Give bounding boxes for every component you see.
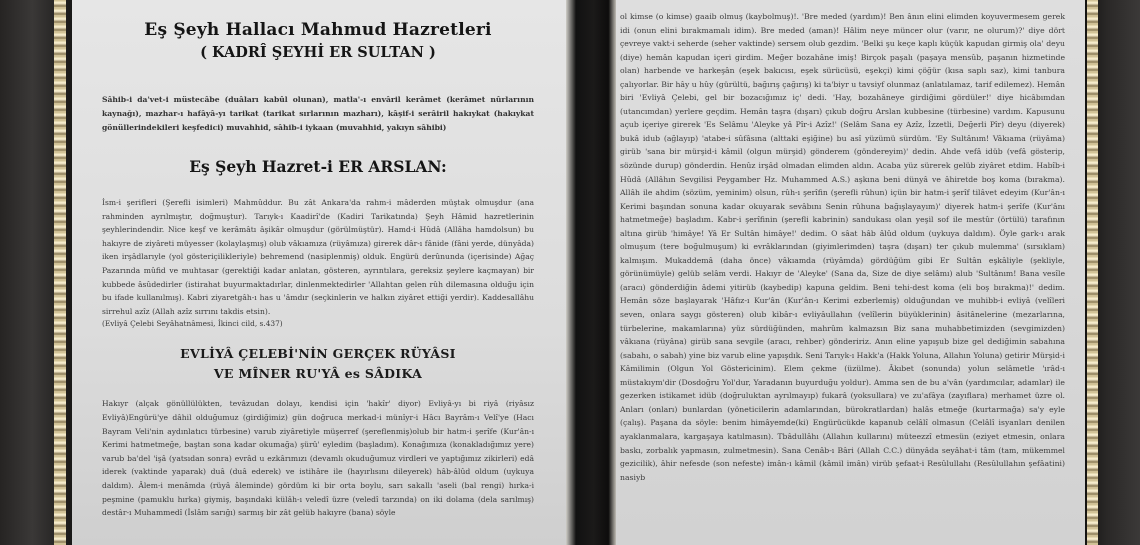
frame-center-gap	[566, 0, 616, 545]
bead-border-right	[1087, 0, 1098, 545]
section-2-title-line-2: VE MÎNER RU'YÂ es SÂDIKA	[213, 366, 423, 382]
page-title: Eş Şeyh Hallacı Mahmud Hazretleri	[144, 20, 492, 40]
page-subtitle: ( KADRÎ ŞEYHİ ER SULTAN )	[200, 44, 436, 61]
intro-paragraph: Sâhib-i da'vet-i müstecâbe (duâları kabûl olunan), matla'-ı envâril kerâmet (kerâmet nûrlarının kaynağı), mazhar-ı hafâyâ-yı tarikat (tarikat sırlarının mazharı), kâşif-i serâiril hakıykat (hakıykat gönüllerindekileri keşfedici) muvahhid, sâhib-i iykaan (muvahhid, yakıyn sâhibi)	[102, 95, 534, 132]
section-title: Eş Şeyh Hazret-i ER ARSLAN:	[189, 157, 447, 176]
body-paragraph-right: ol kimse (o kimse) gaaib olmuş (kaybolmuş)!. 'Bre meded (yardım)! Ben ânın elini elimden koyuvermesem gerek idi (onun elini bırakmamalı idim). Bre meded (aman)! Hâlim neye müncer olur (varır, ne olurum)?' diye dört çevreye vakt-i seherde (seher vaktinde) sersem olub gezdim. 'Belki şu keçe kaplı küçük kapudan girmiş ola' deyu (diye) hemân kapudan içeri girdim. Meğer bozahâne imiş! Birçok paşalı (paşaya mensûb, paşanın hizmetinde olan) harbende ve harkeşân (eşek bakıcısı, eşek sürücüsü, eşekçi) kimi çöğür (kısa saplı saz), kimi tanbura çalıyorlar. Bir hây u hûy (gürültü, bağırış çağırış) ki ta'biyr u tavsiyf olunmaz (anlatılamaz, tarif edilemez). Hemân biri 'Evliyâ Çelebi, gel bir bozacığımız iç' dedi. 'Hay, bozahâneye girdiğimi gördüler!' diye hicâbımdan (utancımdan) yerlere geçdim. Hemân taşra (dışarı) çıkub doğru Arslan kubbesine (türbesine) vardım. Kapusunu açub içeriye girerek 'Es Selâmu 'Aleyke yâ Pîr-i Azîz!' (Selâm Sana ey Azîz, İzzetli, Değerli Pîr) deyu (diyerek) bukâ idub (ağlayıp) 'atabe-i sûfâsına (alttaki eşiğine) bu asî yüzümü sürdüm. 'Ey Sultânım! Vâkıama (rüyâma) girüb 'sana bir mürşid-i kâmil (olgun mürşid) gönderem (göndereyim)' dedin. Ahde vefâ idüb (vefâ gösterip, sözünde durup) gönderdin. Henûz irşâd olmadan elimden aldın. Acaba yüz sürerek gelüb ziyâret etdim. Habîb-i Hûdâ (Allâhın Sevgilisi Peygamber Hz. Muhammed A.S.) aşkına beni dünyâ ve âhiretde boş koma (bırakma). Allâh ile ahdim (sözüm, yeminim) olsun, rûh-ı şerîfin (şerefli rûhun) içün bir hatm-i şerîf tilâvet edeyim (Kur'ân-ı Kerimi başından sonuna kadar okuyarak sevâbını Senin rûhuna bağışlayayım)' diyerek hatm-i şerîfe (Kur'ânı hatmetmeğe) başladım. Kabr-i şerîfinin (şerefli kabrinin) sandukası olan yeşil sof ile mestûr (örtülü) tarafının altına girüb 'himâye! Yâ Er Sultân himâye!' dedim. O sâat hâb âlûd oldum (uykuya daldım). Öyle gark-ı arak olmuşum (tere boğulmuşum) ki evrâklarından (giyimlerimden) taşra (dışarı) ter çıkub mulemma' (sırsıklam) kalmışım. Mukaddemâ (daha önce) vâkıamda (rüyâmda) gördüğüm gibi Er Sultân eşkâliyle (şekliyle, görünümüyle) gelüb selâm verdi. Hakıyr de 'Aleyke' (Sana da, Size de diye selâmı) alub 'Sultânım! Bana vesîle (aracı) gönderdiğin âdemi yitirüb (kaybedip) kapuna geldim. Beni tehi-dest koma (eli boş bırakma)!' dedim. Hemân söze başlayarak 'Hâfız-ı Kur'ân (Kur'ân-ı Kerimi ezberlemiş) olduğundan ve muhibb-i evliyâ (velîleri seven, onlara saygı gösteren) olub kibâr-ı evliyâullahın (velîlerin büyüklerinin) âsitânelerine (mezarlarına, türbelerine, makamlarına) yüz sürdüğünden, mahrûm kalmazsın Biz sana muhabbetimizden (sevgimizden) vâkıana (rüyâna) girüb sana sevgile (aracı, rehber) göndeririz. Anın eline yapışub bize gel dediğimin sabahına (sabahı, o sabah) yine biz varub eline yapışdık. Seni Tarıyk-ı Hakk'a (Hakk Yoluna, Allahın Yoluna) getirir Mürşid-i Kâmilimin (Olgun Yol Göstericinim). Elem çekme (üzülme). Âkıbet (sonunda) yolun selâmetle 'ırâd-ı müstakıym'dir (Dosdoğru Yol'dur, Yaradanın buyurduğu yoldur). Amma sen de bu a'vân (yardımcılar, adamlar) ile gezerken istikamet idüb (doğruluktan ayrılmayıp) fukarâ (yoksullara) ve zu'afâya (zayıflara) merhamet üzre ol. Anları (onları) bunlardan (yöneticilerin adamlarından, bürokratlardan) halâs etmeğe (kurtarmağa) sa'y eyle (çalış). Paşana da söyle: benim himâyemde(ki) Engürücükde kapanub celâlî olmasun (Celâlî isyanları denilen ayaklanmalara, kargaşaya katılmasın). Tbâdullâhı (Allahın kullarını) müteezzî etmesün (eziyet etmesin, onlara baskı, zorbalık yapmasın, zulmetmesin). Sana Cenâb-ı Bâri (Allah C.C.) dünyâda seyâhat-i tâm (tam, mükemmel gezicilik), âhir nefesde (son nefeste) imân-ı kâmil (kâmil imân) virüb şefaat-i Resûlullahı (Resûlullahın şefâatini) nasiyb	[620, 12, 1065, 482]
document-page-left	[72, 0, 566, 545]
bead-border-left	[54, 0, 66, 545]
body-paragraph-1: İsm-i şerifleri (Şerefli isimleri) Mahmûddur. Bu zât Ankara'da rahm-i mâderden müştak olmuşdur (ana rahminden ayrılmıştır, doğmuştur). Tarıyk-ı Kaadirî'de (Kadiri Tarikatında) Şeyh Hâmid hazretlerinin şeyhlerindendir. Nice keşf ve kerâmâtı âşikâr olmuşdur (görülmüştür). Hamd-i Hûdâ (Allâha hamdolsun) bu hakıyre de ziyâreti müyesser (kolaylaşmış) olub vâkıamıza (rüyâmıza) girerek dâr-ı fânide (fâni yerde, dünyâda) iken irşâdlarıyle (yol gösteriçilikleriyle) behremend (nasiplenmiş) olduk. Engürü derûnunda (içerisinde) Ağaç Pazarında mûfid ve muhtasar (gerektiği kadar anlatan, gösteren, ayrıntılara, gereksiz şeylere kaçmayan) bir kubbede âsûdedirler (istirahat buyurmaktadırlar, dinlenmektedirler 'Allahtan gelen rûh dilemasına olduğu için bu ifade kullanılmış). Kabri ziyaretgâh-ı has u 'âmdır (seçkinlerin ve halkın ziyâret ettiği yerdir). Kaddesallâhu sirrehul azîz (Allah azîz sırrını takdis etsin).	[102, 198, 534, 316]
section-2-title-line-1: EVLİYÂ ÇELEBİ'NİN GERÇEK RÜYÂSI	[180, 346, 456, 362]
body-paragraph-2: Hakıyr (alçak gönüllülükten, tevâzudan dolayı, kendisi için 'hakîr' diyor) Evliyâ-yı bi riyâ (riyâsız Evliyâ)Engürü'ye dâhil olduğumuz (girdiğimiz) gün doğruca merkad-i münîyr-i Hâcı Bayrâm-ı Velî'ye (Hacı Bayram Veli'nin aydınlatıcı türbesine) varub ziyâretiyle müşerref (şereflenmiş)olub bir hatm-i şerîfe (Kur'ân-ı Kerimi hatmetmeğe, baştan sona kadar okumağa) şürû' eyledim (başladım). Konağımıza (konakladığımız yere) varub ba'del 'işâ (yatsıdan sonra) evrâd u ezkârımızı (devamlı okuduğumuz virdleri ve yaptığımız zikirleri) edâ iderek (vaktinde yaparak) duâ (duâ ederek) ve istihâre ile (hayırlısını dileyerek) hâb-âlûd oldum (uykuya daldım). Âlem-i menâmda (rüyâ âleminde) gördüm ki bir orta boylu, sarı sakallı 'aseli (bal rengi) hırka-i peşmine (pamuklu hırka) giymiş, başındaki külâh-ı veledî üzre (veledî tarzında) on iki dolama (dela sarılmış) destâr-ı Muhammedî (İslâm sarığı) sarmış bir zât gelüb hakıyre (bana) söyle	[102, 399, 534, 518]
document-page-right	[616, 0, 1085, 545]
citation: (Evliyâ Çelebi Seyâhatnâmesi, İkinci cild, s.437)	[102, 319, 283, 329]
